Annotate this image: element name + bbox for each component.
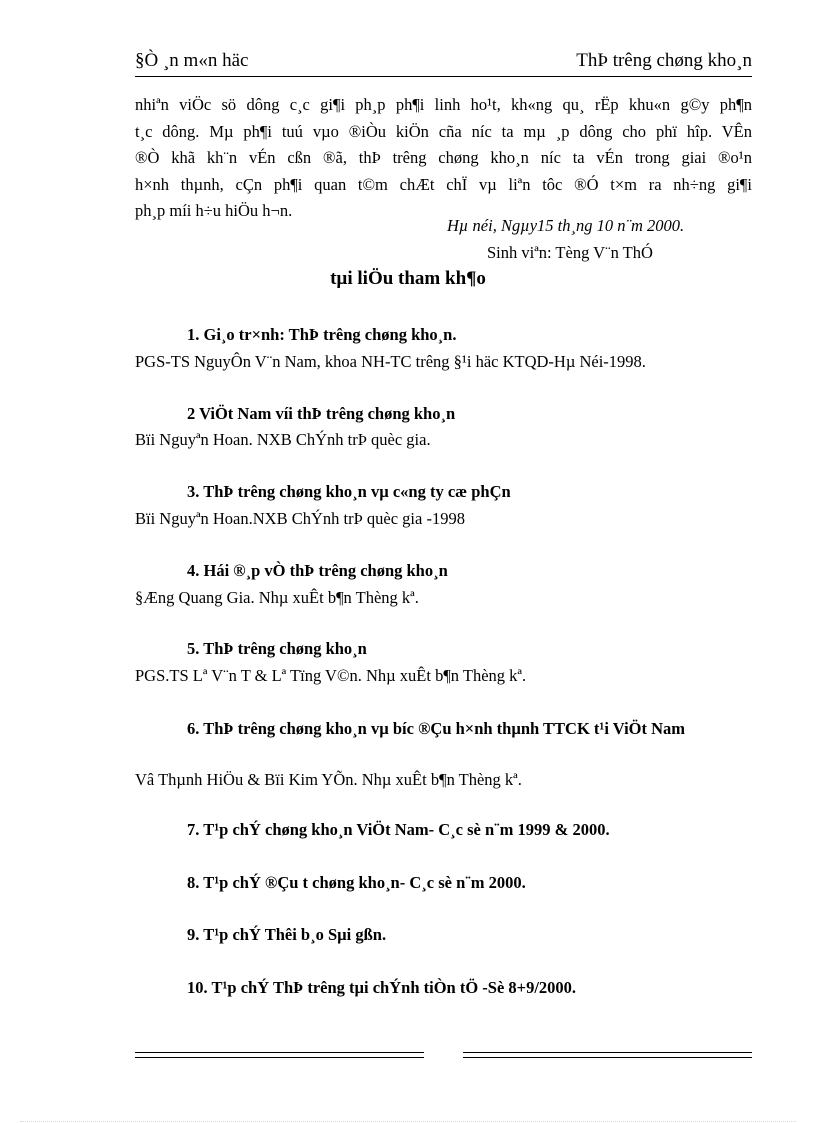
paragraph-line: h×nh thµnh, cÇn ph¶i quan t©m chÆt chÏ vµ liªn tôc ®Ó t×m ra nh÷ng gi¶i [135, 174, 752, 194]
paragraph-line: t¸c dông. Mµ ph¶i tuú vµo ®iÒu kiÖn cña níc ta mµ ¸p dông cho phï hîp. VÊn [135, 121, 752, 141]
reference-author: Vâ Thµnh HiÖu & Bïi Kim YÕn. Nhµ xuÊt b¶n Thèng kª. [135, 770, 522, 789]
header-topic: ThÞ trêng chøng kho¸n [576, 50, 752, 71]
signature-date: Hµ néi, Ngµy15 th¸ng 10 n¨m 2000. [447, 216, 685, 235]
paragraph-line: nhiªn viÖc sö dông c¸c gi¶i ph¸p ph¶i linh ho¹t, kh«ng qu¸ rËp khu«n g©y ph¶n [135, 95, 752, 114]
reference-title: 1. Gi¸o tr×nh: ThÞ trêng chøng kho¸n. [187, 325, 457, 344]
reference-author: PGS.TS Lª V¨n T & Lª Tïng V©n. Nhµ xuÊt b¶n Thèng kª. [135, 666, 527, 685]
page-header [135, 50, 752, 77]
references-heading: tµi liÖu tham kh¶o [330, 268, 486, 289]
reference-author: Bïi Nguyªn Hoan. NXB ChÝnh trÞ quèc gia. [135, 430, 431, 449]
reference-title: 6. ThÞ trêng chøng kho¸n vµ bíc ®Çu h×nh thµnh TTCK t¹i ViÖt Nam [187, 719, 686, 738]
reference-title: 8. T¹p chÝ ®Çu t chøng kho¸n- C¸c sè n¨m 2000. [187, 873, 526, 892]
reference-title: 4. Hái ®¸p vÒ thÞ trêng chøng kho¸n [187, 561, 448, 580]
paragraph-line: ph¸p míi h÷u hiÖu h¬n. [135, 201, 293, 220]
reference-title: 5. ThÞ trêng chøng kho¸n [187, 639, 367, 658]
paragraph-line: ®Ò khã kh¨n vÉn cßn ®ã, thÞ trêng chøng kho¸n níc ta vÉn trong giai ®o¹n [135, 148, 752, 167]
header-subject: §Ò ¸n m«n häc [135, 50, 249, 71]
reference-author: Bïi Nguyªn Hoan.NXB ChÝnh trÞ quèc gia -1998 [135, 509, 465, 528]
reference-author: PGS-TS NguyÔn V¨n Nam, khoa NH-TC trêng §¹i häc KTQD-Hµ Néi-1998. [135, 352, 646, 371]
reference-author: §Æng Quang Gia. Nhµ xuÊt b¶n Thèng kª. [135, 588, 419, 607]
reference-title: 10. T¹p chÝ ThÞ trêng tµi chÝnh tiÒn tÖ -Sè 8+9/2000. [187, 978, 577, 997]
closing-paragraph [135, 92, 752, 225]
page-edge-dotted-line [20, 1121, 796, 1122]
footer-rule-right [463, 1052, 752, 1058]
reference-title: 2 ViÖt Nam víi thÞ trêng chøng kho¸n [187, 404, 456, 423]
footer-rule-left [135, 1052, 424, 1058]
signature-name: Sinh viªn: Tèng V¨n ThÓ [487, 243, 653, 262]
reference-title: 9. T¹p chÝ Thêi b¸o Sµi gßn. [187, 925, 387, 944]
reference-title: 7. T¹p chÝ chøng kho¸n ViÖt Nam- C¸c sè n¨m 1999 & 2000. [187, 820, 610, 839]
reference-title: 3. ThÞ trêng chøng kho¸n vµ c«ng ty cæ phÇn [187, 482, 511, 501]
